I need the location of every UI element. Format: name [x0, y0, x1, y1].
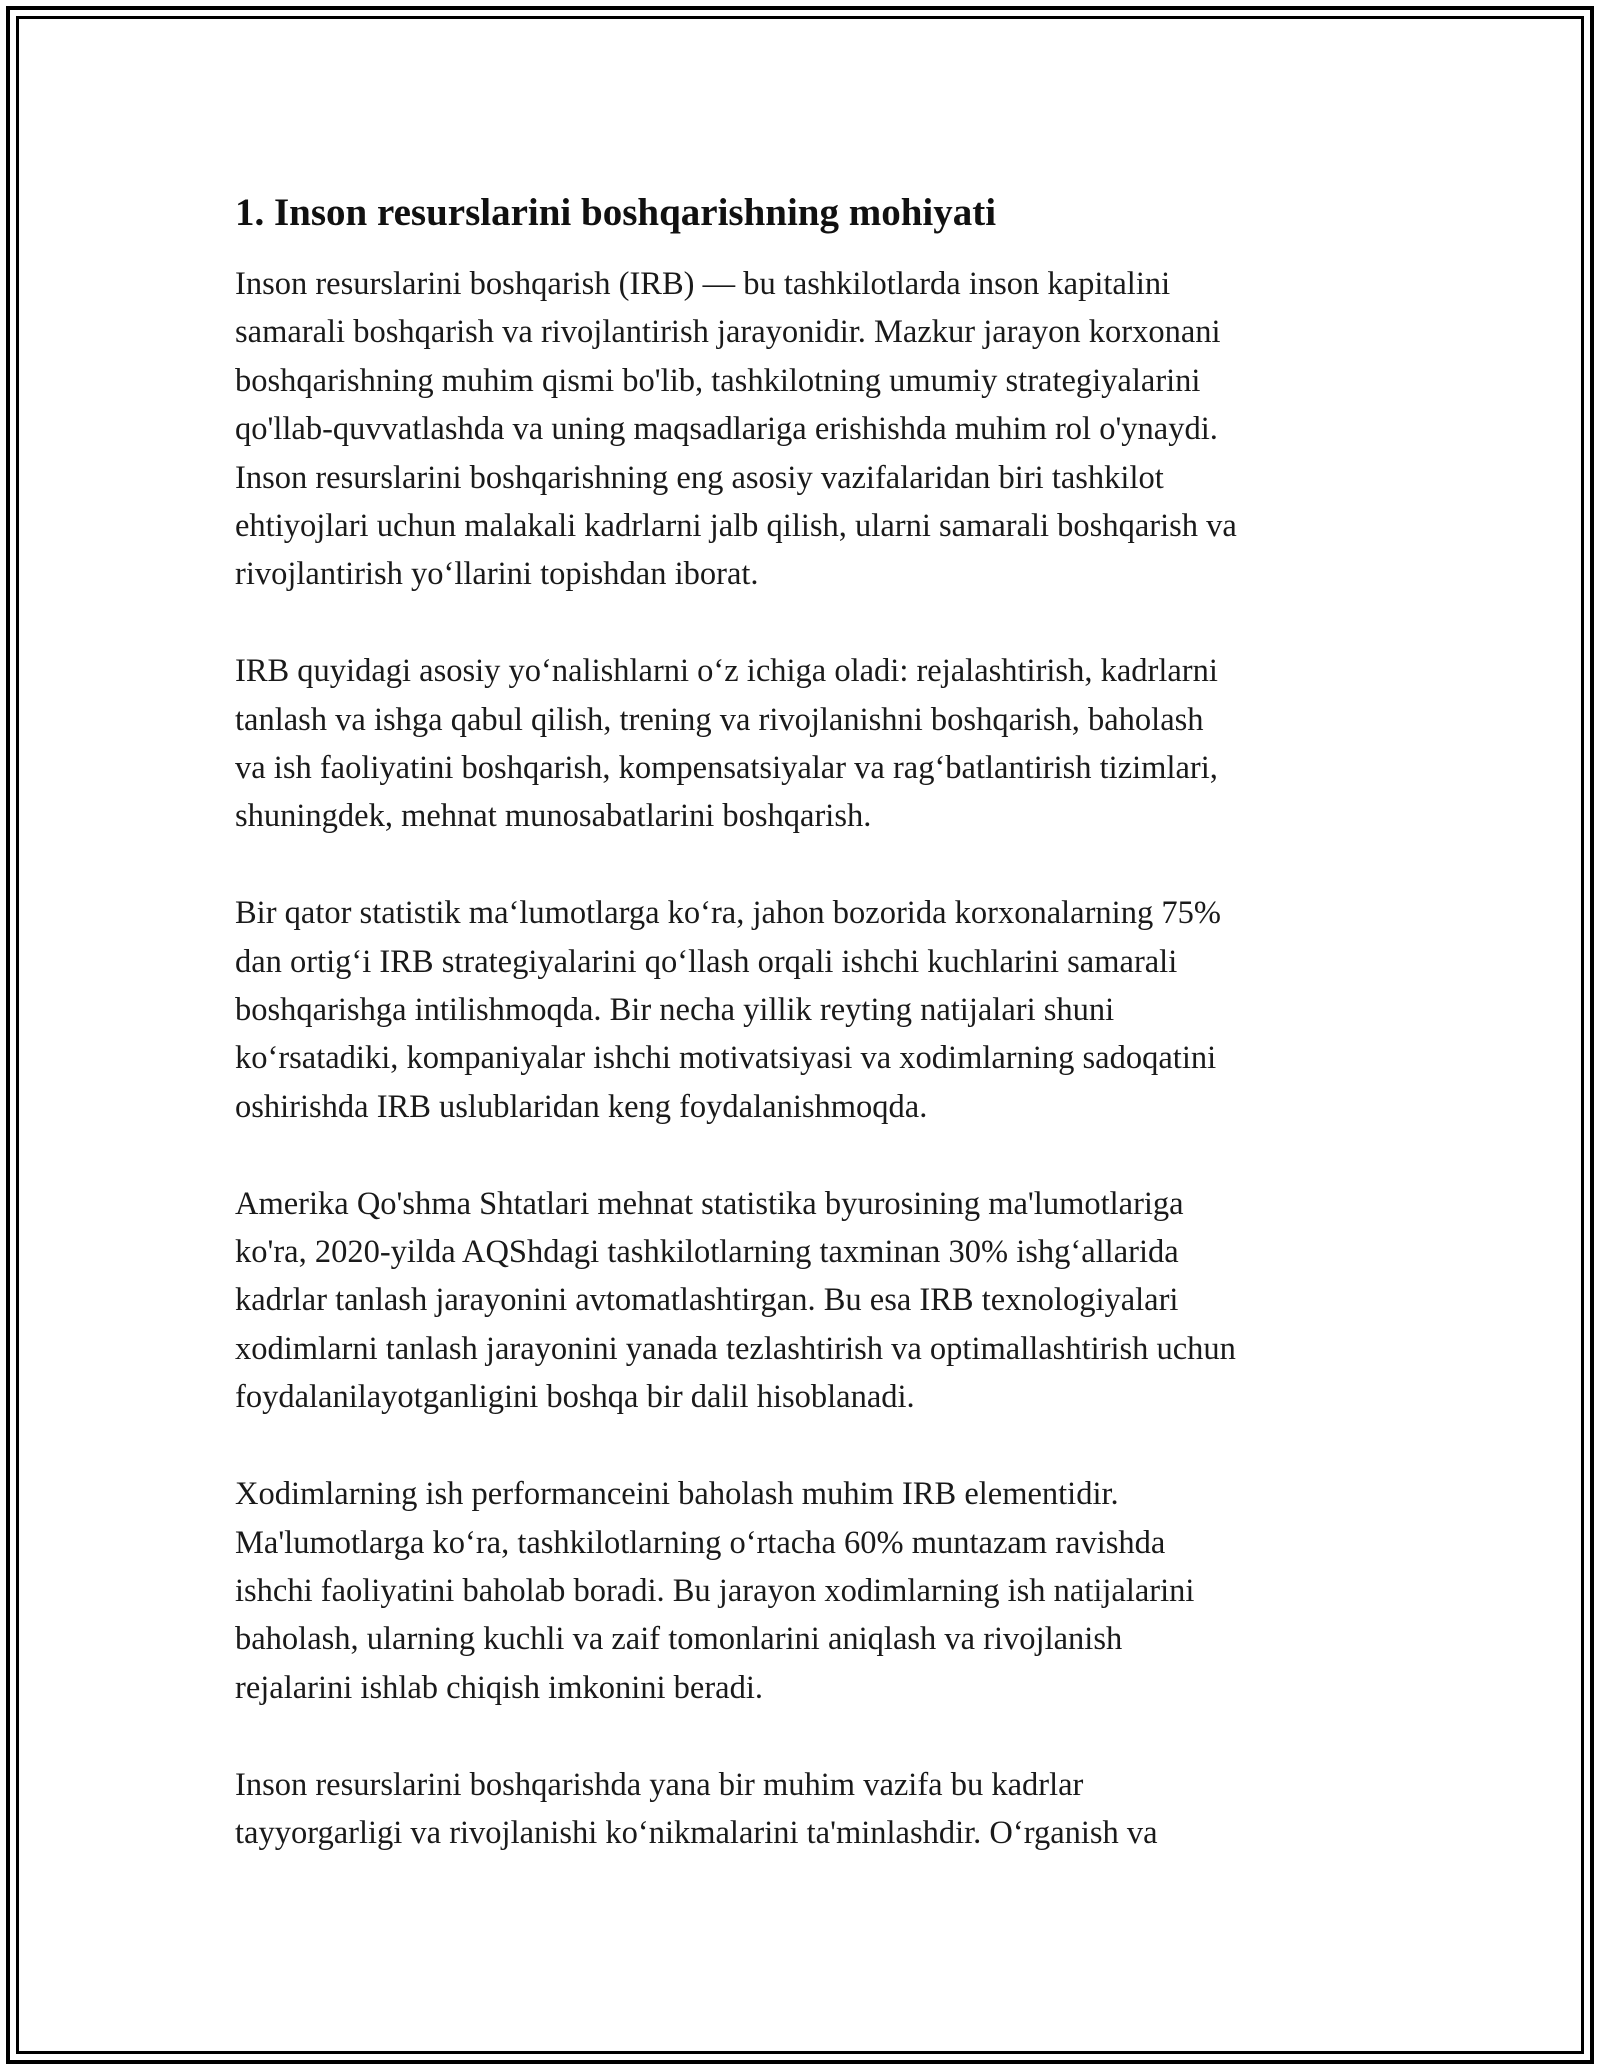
paragraph-5 [235, 1470, 1375, 1712]
text-line: tayyorgarligi va rivojlanishi ko‘nikmalarini ta'minlashdir. O‘rganish va [235, 1814, 1158, 1851]
text-line: rejalarini ishlab chiqish imkonini beradi. [235, 1669, 763, 1706]
text-line: boshqarishga intilishmoqda. Bir necha yillik reyting natijalari shuni [235, 992, 1115, 1029]
text-line: dan ortig‘i IRB strategiyalarini qo‘llash orqali ishchi kuchlarini samarali [235, 943, 1178, 980]
text-line: xodimlarni tanlash jarayonini yanada tezlashtirish va optimallashtirish uchun [235, 1330, 1236, 1367]
text-line: rivojlantirish yo‘llarini topishdan iborat. [235, 556, 759, 593]
paragraph-2 [235, 647, 1375, 841]
text-line: ko'ra, 2020-yilda AQShdagi tashkilotlarning taxminan 30% ishg‘allarida [235, 1234, 1179, 1271]
text-line: tanlash va ishga qabul qilish, trening va rivojlanishni boshqarish, baholash [235, 701, 1204, 738]
section-heading: 1. Inson resurslarini boshqarishning mohiyati [235, 191, 997, 234]
text-line: shuningdek, mehnat munosabatlarini boshqarish. [235, 798, 872, 835]
text-line: Bir qator statistik ma‘lumotlarga ko‘ra, jahon bozorida korxonalarning 75% [235, 895, 1221, 932]
text-line: baholash, ularning kuchli va zaif tomonlarini aniqlash va rivojlanish [235, 1621, 1123, 1658]
text-line: IRB quyidagi asosiy yo‘nalishlarni o‘z ichiga oladi: rejalashtirish, kadrlarni [235, 653, 1218, 690]
document-body [235, 188, 1375, 1906]
text-line: Amerika Qo'shma Shtatlari mehnat statistika byurosining ma'lumotlariga [235, 1185, 1184, 1222]
text-line: foydalanilayotganligini boshqa bir dalil hisoblanadi. [235, 1379, 915, 1416]
text-line: qo'llab-quvvatlashda va uning maqsadlariga erishishda muhim rol o'ynaydi. [235, 411, 1218, 448]
text-line: oshirishda IRB uslublaridan keng foydalanishmoqda. [235, 1088, 928, 1125]
text-line: va ish faoliyatini boshqarish, kompensatsiyalar va rag‘batlantirish tizimlari, [235, 750, 1218, 787]
text-line: boshqarishning muhim qismi bo'lib, tashkilotning umumiy strategiyalarini [235, 362, 1201, 399]
paragraph-4 [235, 1180, 1375, 1422]
text-line: Inson resurslarini boshqarishning eng asosiy vazifalaridan biri tashkilot [235, 459, 1164, 496]
text-line: ishchi faoliyatini baholab boradi. Bu jarayon xodimlarning ish natijalarini [235, 1572, 1195, 1609]
text-line: ehtiyojlari uchun malakali kadrlarni jalb qilish, ularni samarali boshqarish va [235, 508, 1237, 545]
text-line: ko‘rsatadiki, kompaniyalar ishchi motivatsiyasi va xodimlarning sadoqatini [235, 1040, 1217, 1077]
text-line: Ma'lumotlarga ko‘ra, tashkilotlarning o‘rtacha 60% muntazam ravishda [235, 1524, 1166, 1561]
paragraph-6 [235, 1761, 1375, 1858]
text-line: kadrlar tanlash jarayonini avtomatlashtirgan. Bu esa IRB texnologiyalari [235, 1282, 1179, 1319]
text-line: Xodimlarning ish performanceini baholash muhim IRB elementidir. [235, 1476, 1119, 1513]
text-line: Inson resurslarini boshqarish (IRB) — bu tashkilotlarda inson kapitalini [235, 266, 1171, 302]
paragraph-1 [235, 260, 1375, 599]
text-line: samarali boshqarish va rivojlantirish jarayonidir. Mazkur jarayon korxonani [235, 314, 1221, 351]
text-line: Inson resurslarini boshqarishda yana bir muhim vazifa bu kadrlar [235, 1766, 1084, 1803]
paragraph-3 [235, 889, 1375, 1131]
